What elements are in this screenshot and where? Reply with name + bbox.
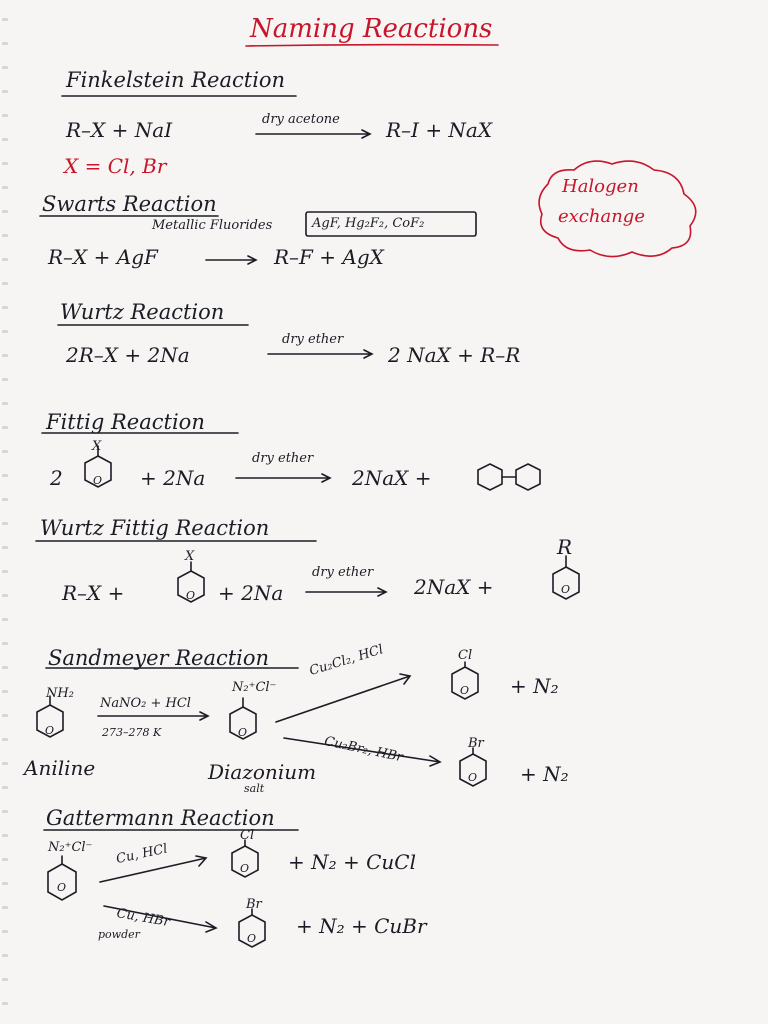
sandmeyer-lower-reagent: Cu₂Br₂, HBr <box>322 734 405 766</box>
swarts-rhs: R–F + AgX <box>274 245 384 269</box>
gattermann-heading: Gattermann Reaction <box>46 806 275 830</box>
sandmeyer-intermediate-label: Diazonium <box>208 760 317 784</box>
finkelstein-arrow <box>256 130 370 138</box>
wurtz-fittig-product: 2NaX + <box>414 575 494 599</box>
fittig-ring-label: O <box>93 474 103 487</box>
wurtz-fittig-heading: Wurtz Fittig Reaction <box>40 516 270 540</box>
finkelstein-note: X = Cl, Br <box>64 154 167 178</box>
wurtz-fittig-condition: dry ether <box>312 565 374 580</box>
wurtz-condition: dry ether <box>282 332 344 347</box>
finkelstein-heading: Finkelstein Reaction <box>66 68 286 92</box>
finkelstein-lhs: R–X + NaI <box>66 118 173 142</box>
fittig-product: 2NaX + <box>352 466 432 490</box>
sandmeyer-intermediate-ring-label: O <box>238 726 248 739</box>
gattermann-lower-product: + N₂ + CuBr <box>296 914 427 938</box>
gattermann-lower-reagent-note: powder <box>98 928 140 941</box>
gattermann-lower-substituent: Br <box>246 897 262 912</box>
swarts-metallic-list: AgF, Hg₂F₂, CoF₂ <box>312 216 425 231</box>
wurtz-fittig-benzene <box>178 562 204 602</box>
finkelstein-condition: dry acetone <box>262 112 340 127</box>
swarts-heading: Swarts Reaction <box>42 192 217 216</box>
wurtz-lhs: 2R–X + 2Na <box>66 343 190 367</box>
fittig-coefficient: 2 <box>50 466 63 490</box>
sandmeyer-arrow-1 <box>98 712 208 720</box>
sandmeyer-reagent: NaNO₂ + HCl <box>100 696 191 711</box>
gattermann-upper-substituent: Cl <box>240 828 255 843</box>
sandmeyer-intermediate-label-2: salt <box>244 782 265 795</box>
wurtz-fittig-product-ring-label: O <box>561 583 571 596</box>
sandmeyer-upper-arrow <box>276 674 410 722</box>
swarts-metallic-box <box>306 212 476 236</box>
wurtz-fittig-arrow <box>306 588 386 596</box>
swarts-metallic-label: Metallic Fluorides <box>152 218 273 233</box>
sandmeyer-upper-substituent: Cl <box>458 648 473 663</box>
wurtz-fittig-lhs: R–X + <box>62 581 125 605</box>
sandmeyer-start-label: Aniline <box>24 756 96 780</box>
bromobenzene-benzene <box>460 748 486 786</box>
gattermann-upper-product: + N₂ + CuCl <box>288 850 416 874</box>
wurtz-fittig-product-substituent: R <box>557 535 573 559</box>
title-underline <box>246 45 498 46</box>
halogen-exchange-line2: exchange <box>558 206 645 227</box>
gattermann-start-benzene <box>48 856 76 900</box>
sandmeyer-intermediate-substituent: N₂⁺Cl⁻ <box>232 680 277 695</box>
sandmeyer-lower-arrow <box>284 738 440 766</box>
wurtz-arrow <box>268 350 372 358</box>
sandmeyer-upper-ring-label: O <box>460 684 470 697</box>
fittig-biphenyl <box>478 464 540 490</box>
gattermann-lower-ring-label: O <box>247 932 257 945</box>
fittig-heading: Fittig Reaction <box>46 410 205 434</box>
sandmeyer-lower-product: + N₂ <box>520 762 569 786</box>
wurtz-rhs: 2 NaX + R–R <box>388 343 521 367</box>
wurtz-fittig-product-benzene <box>553 556 579 599</box>
gattermann-lower-arrow <box>104 906 216 932</box>
fittig-reagent: + 2Na <box>140 466 206 490</box>
finkelstein-rhs: R–I + NaX <box>386 118 493 142</box>
sandmeyer-lower-ring-label: O <box>468 771 478 784</box>
swarts-lhs: R–X + AgF <box>48 245 158 269</box>
fittig-substituent: X <box>92 439 102 454</box>
sandmeyer-upper-reagent: Cu₂Cl₂, HCl <box>307 642 386 679</box>
swarts-arrow <box>206 256 256 264</box>
sandmeyer-start-ring-label: O <box>45 724 55 737</box>
gattermann-upper-ring-label: O <box>240 862 250 875</box>
sandmeyer-lower-substituent: Br <box>468 736 484 751</box>
fittig-benzene <box>85 446 111 487</box>
fittig-condition: dry ether <box>252 451 314 466</box>
wurtz-fittig-reagent: + 2Na <box>218 581 284 605</box>
gattermann-lower-reagent: Cu, HBr <box>115 906 171 931</box>
halogen-exchange-cloud <box>539 161 696 256</box>
sandmeyer-temperature: 273–278 K <box>102 726 162 739</box>
page-title: Naming Reactions <box>250 14 493 44</box>
sandmeyer-upper-product: + N₂ <box>510 674 559 698</box>
wurtz-heading: Wurtz Reaction <box>60 300 225 324</box>
gattermann-upper-reagent: Cu, HCl <box>114 841 169 867</box>
wurtz-fittig-ring-label: O <box>186 589 196 602</box>
aniline-benzene <box>37 696 63 737</box>
halogen-exchange-line1: Halogen <box>562 176 639 197</box>
wurtz-fittig-substituent: X <box>185 549 195 564</box>
gattermann-chloro-benzene <box>232 840 258 877</box>
gattermann-bromo-benzene <box>239 909 265 947</box>
diazonium-benzene <box>230 698 256 739</box>
fittig-arrow <box>236 474 330 482</box>
gattermann-upper-arrow <box>100 856 206 882</box>
gattermann-start-ring-label: O <box>57 881 67 894</box>
chlorobenzene-benzene <box>452 662 478 699</box>
sandmeyer-start-substituent: NH₂ <box>46 686 74 701</box>
sandmeyer-heading: Sandmeyer Reaction <box>48 646 270 670</box>
gattermann-start-substituent: N₂⁺Cl⁻ <box>48 840 93 855</box>
